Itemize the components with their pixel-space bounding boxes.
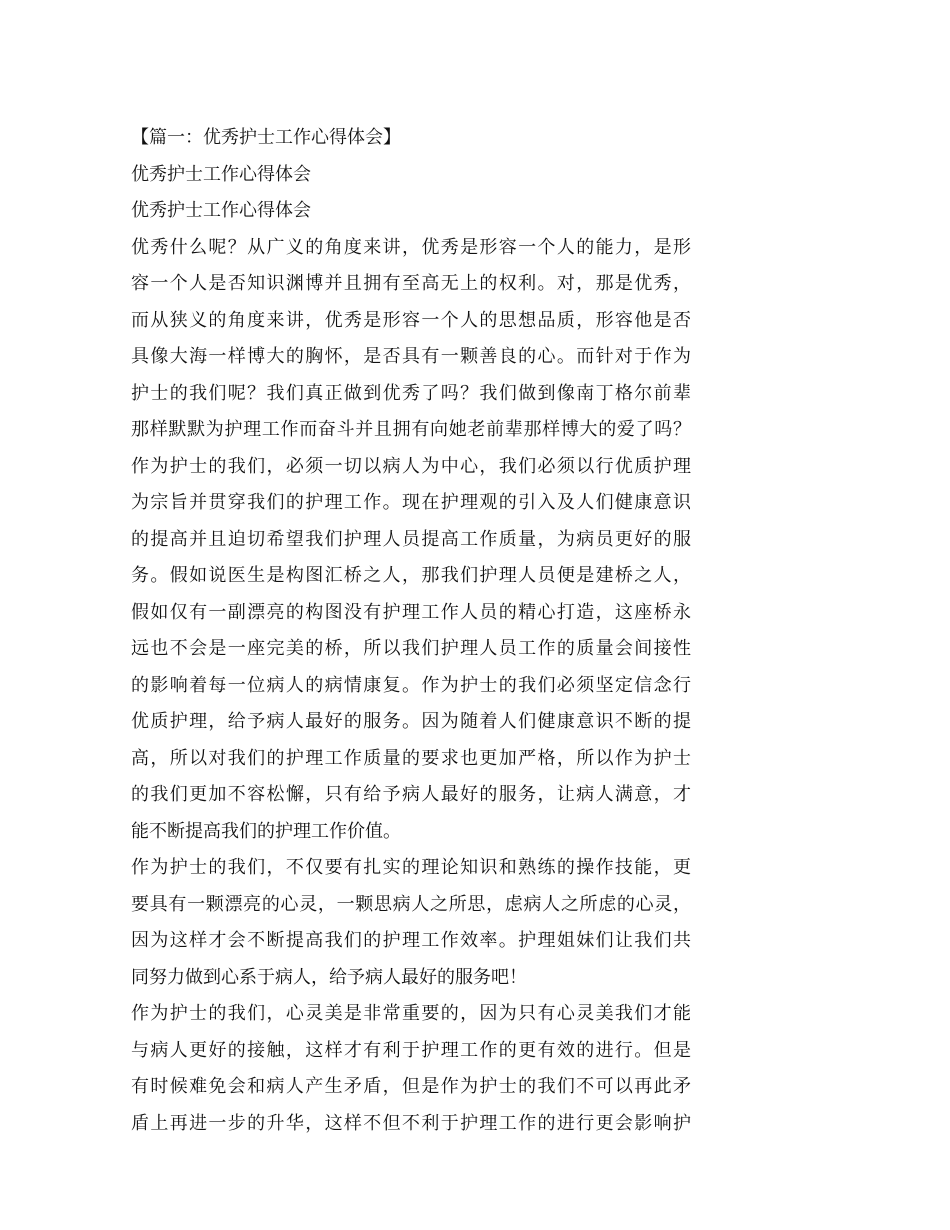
document-title-repeat: 优秀护士工作心得体会 (131, 200, 311, 221)
text-line: 假如仅有一副漂亮的构图没有护理工作人员的精心打造，这座桥永 (131, 601, 691, 623)
text-line: 而从狭义的角度来讲，优秀是形容一个人的思想品质，形容他是否 (131, 309, 691, 331)
text-line: 的提高并且迫切希望我们护理人员提高工作质量，为病员更好的服 (131, 528, 691, 550)
text-line: 能不断提高我们的护理工作价值。 (131, 820, 401, 842)
text-line: 作为护士的我们，不仅要有扎实的理论知识和熟练的操作技能，更 (131, 857, 691, 878)
section-heading: 【篇一：优秀护士工作心得体会】 (131, 127, 401, 148)
text-line: 盾上再进一步的升华，这样不但不利于护理工作的进行更会影响护 (131, 1112, 691, 1134)
text-line: 的影响着每一位病人的病情康复。作为护士的我们必须坚定信念行 (131, 674, 691, 696)
text-line: 有时候难免会和病人产生矛盾，但是作为护士的我们不可以再此矛 (131, 1076, 691, 1097)
text-line: 务。假如说医生是构图汇桥之人，那我们护理人员便是建桥之人， (131, 565, 691, 586)
text-line: 护士的我们呢？我们真正做到优秀了吗？我们做到像南丁格尔前辈 (131, 382, 691, 404)
text-line: 容一个人是否知识渊博并且拥有至高无上的权利。对，那是优秀， (131, 273, 691, 294)
text-line: 作为护士的我们，心灵美是非常重要的，因为只有心灵美我们才能 (131, 1003, 691, 1024)
text-line: 高，所以对我们的护理工作质量的要求也更加严格，所以作为护士 (131, 747, 691, 769)
text-line: 同努力做到心系于病人，给予病人最好的服务吧！ (131, 966, 527, 988)
text-line: 要具有一颗漂亮的心灵，一颗思病人之所思，虑病人之所虑的心灵， (131, 893, 691, 915)
text-line: 优质护理，给予病人最好的服务。因为随着人们健康意识不断的提 (131, 711, 691, 732)
text-line: 作为护士的我们，必须一切以病人为中心，我们必须以行优质护理 (131, 455, 691, 477)
text-line: 那样默默为护理工作而奋斗并且拥有向她老前辈那样博大的爱了吗？ (131, 419, 691, 440)
text-line: 远也不会是一座完美的桥，所以我们护理人员工作的质量会间接性 (131, 638, 691, 659)
document-title: 优秀护士工作心得体会 (131, 163, 311, 185)
text-line: 的我们更加不容松懈，只有给予病人最好的服务，让病人满意，才 (131, 784, 691, 805)
text-line: 与病人更好的接触，这样才有利于护理工作的更有效的进行。但是 (131, 1039, 691, 1061)
text-line: 因为这样才会不断提高我们的护理工作效率。护理姐妹们让我们共 (131, 930, 691, 951)
text-line: 优秀什么呢？从广义的角度来讲，优秀是形容一个人的能力，是形 (131, 236, 691, 258)
text-line: 为宗旨并贯穿我们的护理工作。现在护理观的引入及人们健康意识 (131, 492, 691, 513)
text-line: 具像大海一样博大的胸怀，是否具有一颗善良的心。而针对于作为 (131, 346, 691, 367)
document-body (131, 120, 691, 1142)
